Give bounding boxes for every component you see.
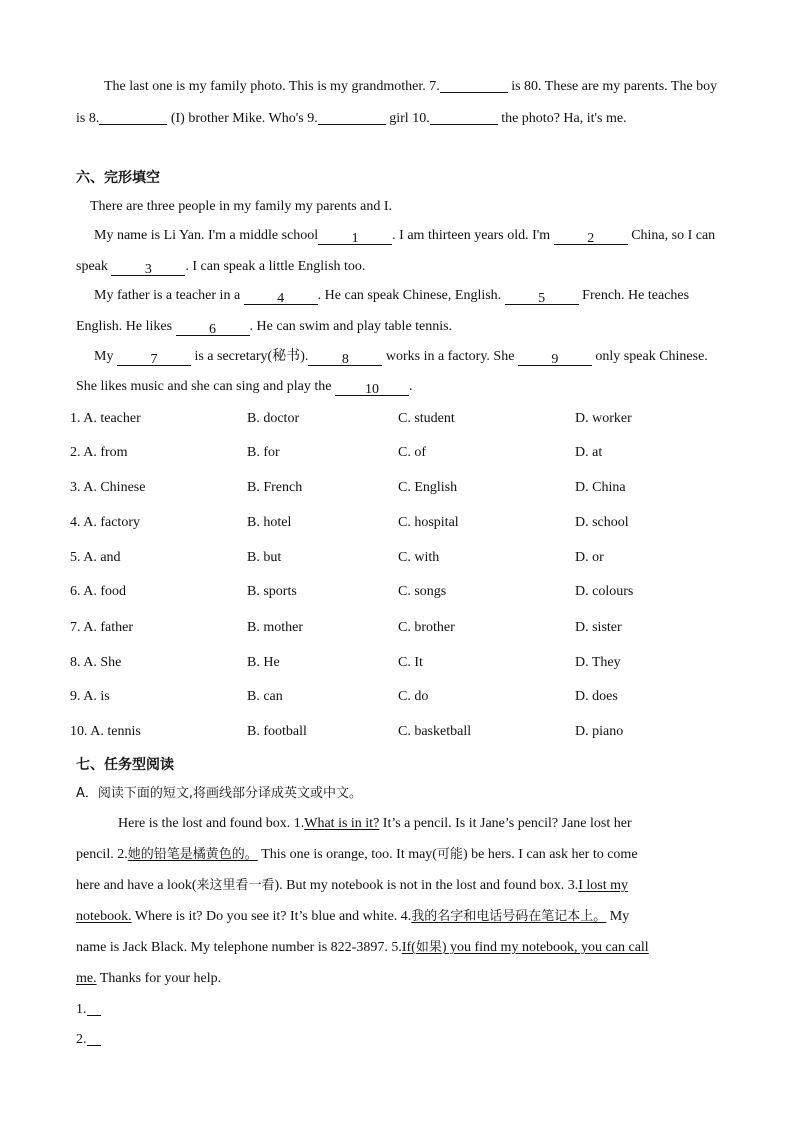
option-a[interactable]: 7. A. father	[70, 620, 133, 635]
option-a[interactable]: 9. A. is	[70, 689, 110, 704]
underlined-text: 如果	[415, 940, 442, 955]
option-b[interactable]: B. mother	[247, 620, 303, 635]
option-b[interactable]: B. doctor	[247, 411, 300, 426]
option-d[interactable]: D. They	[575, 655, 621, 670]
reading-line-1	[76, 77, 724, 97]
option-b[interactable]: B. but	[247, 550, 282, 565]
cloze-blank-1[interactable]: 1	[318, 229, 392, 245]
text: English. He likes	[76, 319, 176, 334]
text: She likes music and she can sing and play the	[76, 379, 335, 394]
reading-line-2	[76, 109, 724, 129]
option-d[interactable]: D. school	[575, 515, 629, 530]
text: only speak Chinese.	[591, 349, 708, 364]
text: name is Jack Black. My telephone number is 822-3897. 5.	[76, 940, 402, 955]
option-d[interactable]: D. colours	[575, 584, 634, 599]
option-b[interactable]: B. French	[247, 480, 303, 495]
text: is a secretary(	[190, 349, 273, 364]
text: Thanks for your help.	[96, 971, 222, 986]
option-c[interactable]: C. basketball	[398, 724, 472, 739]
option-d[interactable]: D. does	[575, 689, 618, 704]
task-line-6	[76, 969, 724, 989]
text: Here is the lost and found box. 1.	[118, 816, 305, 831]
text: here and have a look(	[76, 878, 197, 893]
underlined-text: me.	[76, 971, 97, 986]
task-line-4	[76, 907, 724, 927]
section-7-title: 七、任务型阅读	[76, 757, 174, 773]
option-d[interactable]: D. at	[575, 445, 603, 460]
option-c[interactable]: C. songs	[398, 584, 447, 599]
option-c[interactable]: C. English	[398, 480, 458, 495]
option-b[interactable]: B. hotel	[247, 515, 292, 530]
text: 秘书	[272, 348, 301, 364]
answer-blank-1[interactable]	[87, 1000, 101, 1016]
text: .	[408, 379, 413, 394]
cloze-line-3	[76, 257, 724, 277]
underlined-text: If(	[401, 940, 416, 955]
option-a[interactable]: 6. A. food	[70, 584, 126, 599]
text: girl 10.	[385, 111, 430, 126]
option-d[interactable]: D. sister	[575, 620, 622, 635]
task-line-5	[76, 938, 724, 958]
underlined-text: 她的铅笔是橘黄色的。	[127, 847, 258, 862]
blank-8[interactable]	[99, 109, 167, 125]
option-b[interactable]: B. can	[247, 689, 283, 704]
answer-label: 2.	[76, 1032, 87, 1047]
text: My	[606, 909, 630, 924]
text: pencil. 2.	[76, 847, 128, 862]
blank-9[interactable]	[318, 109, 386, 125]
task-line-1	[76, 814, 724, 834]
underlined-text: What is in it?	[304, 816, 380, 831]
option-b[interactable]: B. He	[247, 655, 280, 670]
option-c[interactable]: C. with	[398, 550, 440, 565]
option-b[interactable]: B. for	[247, 445, 280, 460]
blank-10[interactable]	[430, 109, 498, 125]
text: . I am thirteen years old. I'm	[392, 228, 554, 243]
answer-label: 1.	[76, 1002, 87, 1017]
text: ).	[300, 349, 309, 364]
answer-line-2	[76, 1030, 724, 1050]
cloze-blank-3[interactable]: 3	[111, 260, 185, 276]
underlined-text: notebook.	[76, 909, 132, 924]
option-d[interactable]: D. piano	[575, 724, 624, 739]
cloze-line-2	[76, 226, 724, 246]
option-a[interactable]: 8. A. She	[70, 655, 122, 670]
text: . He can speak Chinese, English.	[317, 288, 505, 303]
underlined-text: ) you find my notebook, you can call	[441, 940, 649, 955]
cloze-line-5	[76, 317, 724, 337]
text: (I) brother Mike. Who's 9.	[167, 111, 318, 126]
option-d[interactable]: D. or	[575, 550, 604, 565]
cloze-blank-2[interactable]: 2	[554, 229, 628, 245]
task-line-3	[76, 876, 724, 896]
text: 来这里看一看	[196, 878, 275, 893]
text: the photo? Ha, it's me.	[497, 111, 627, 126]
text: My father is a teacher in a	[94, 288, 244, 303]
option-a[interactable]: 10. A. tennis	[70, 724, 141, 739]
cloze-blank-7[interactable]: 7	[117, 350, 191, 366]
underlined-text: 我的名字和电话号码在笔记本上。	[411, 909, 607, 924]
text: Where is it? Do you see it? It’s blue and white. 4.	[131, 909, 412, 924]
cloze-blank-6[interactable]: 6	[176, 320, 250, 336]
option-b[interactable]: B. sports	[247, 584, 297, 599]
option-d[interactable]: D. China	[575, 480, 626, 495]
text: . He can swim and play table tennis.	[249, 319, 453, 334]
text: My name is Li Yan. I'm a middle school	[94, 228, 319, 243]
cloze-blank-8[interactable]: 8	[308, 350, 382, 366]
option-a[interactable]: 3. A. Chinese	[70, 480, 146, 495]
task-line-2	[76, 845, 724, 865]
cloze-line-4	[76, 286, 724, 306]
underlined-text: I lost my	[578, 878, 629, 893]
cloze-line-7	[76, 377, 724, 397]
text: is 80. These are my parents. The boy	[507, 79, 718, 94]
text: . I can speak a little English too.	[185, 259, 366, 274]
text: ). But my notebook is not in the lost and found box. 3.	[274, 878, 579, 893]
text: French. He teaches	[578, 288, 690, 303]
text: ) be hers. I can ask her to come	[463, 847, 638, 862]
option-d[interactable]: D. worker	[575, 411, 632, 426]
blank-7[interactable]	[440, 77, 508, 93]
text: This one is orange, too. It may(	[257, 847, 437, 862]
answer-line-1	[76, 1000, 724, 1020]
section-7-instruction: A．阅读下面的短文,将画线部分译成英文或中文。	[76, 786, 363, 801]
option-c[interactable]: C. It	[398, 655, 423, 670]
cloze-blank-5[interactable]: 5	[505, 289, 579, 305]
text: My	[94, 349, 117, 364]
cloze-line-1	[76, 197, 724, 217]
cloze-line-6	[76, 346, 724, 367]
text: works in a factory. She	[382, 349, 518, 364]
cloze-blank-9[interactable]: 9	[518, 350, 592, 366]
option-b[interactable]: B. football	[247, 724, 307, 739]
option-a[interactable]: 4. A. factory	[70, 515, 140, 530]
text: China, so I can	[627, 228, 716, 243]
option-a[interactable]: 1. A. teacher	[70, 411, 141, 426]
text: is 8.	[76, 111, 100, 126]
text: There are three people in my family my parents and I.	[90, 199, 393, 214]
text: 可能	[436, 847, 463, 862]
option-a[interactable]: 5. A. and	[70, 550, 121, 565]
cloze-blank-4[interactable]: 4	[244, 289, 318, 305]
option-c[interactable]: C. of	[398, 445, 426, 460]
text: It’s a pencil. Is it Jane’s pencil? Jane lost her	[379, 816, 632, 831]
text: speak	[76, 259, 112, 274]
option-c[interactable]: C. hospital	[398, 515, 459, 530]
cloze-blank-10[interactable]: 10	[335, 380, 409, 396]
option-a[interactable]: 2. A. from	[70, 445, 128, 460]
option-c[interactable]: C. do	[398, 689, 429, 704]
text: The last one is my family photo. This is my grandmother. 7.	[104, 79, 440, 94]
answer-blank-2[interactable]	[87, 1030, 101, 1046]
option-c[interactable]: C. brother	[398, 620, 455, 635]
section-6-title: 六、完形填空	[76, 170, 160, 186]
option-c[interactable]: C. student	[398, 411, 455, 426]
